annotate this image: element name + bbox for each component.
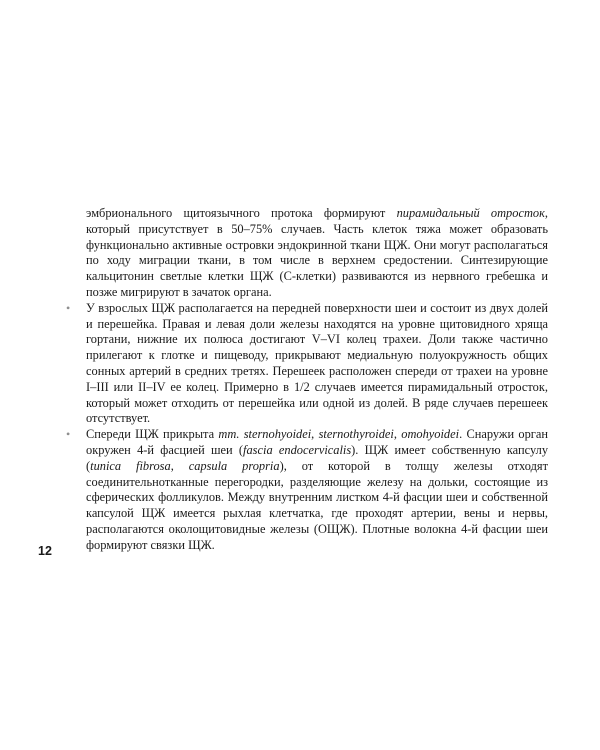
bullet-text: . Снаружи орган окружен 4-й фасцией шеи (: [86, 427, 549, 457]
bullet-text: ,: [393, 427, 402, 442]
bullet-marker: •: [66, 427, 71, 442]
italic-term: omohyoidei: [401, 427, 460, 442]
bullet-item-anatomy: [66, 301, 548, 427]
italic-term: tunica fibrosa: [90, 458, 171, 473]
paragraph-text: , который присутствует в 50–75% случаев. Часть клеток тяжа может образовать функционально активные островки эндокринной ткани ЩЖ. Они могут располагаться по ходу миграции ткани, в том числе в верхнем средостении. Синтезирующие кальцитонин светлые клетки ЩЖ (С-клетки) развиваются из нервного гребешка и позже мигрируют в зачаток органа.: [86, 206, 548, 299]
italic-term: пирамидальный отросток: [396, 206, 545, 220]
bullet-text: Спереди ЩЖ прикрыта: [86, 427, 219, 442]
bullet-text: ,: [311, 427, 319, 442]
paragraph-text: эмбрионального щитоязычного протока формируют: [86, 206, 397, 220]
italic-term: capsula propria: [188, 458, 280, 473]
italic-term: sternothyroidei: [318, 427, 394, 442]
bullet-list: [66, 301, 548, 554]
page-number: 12: [38, 544, 52, 558]
bullet-text: ), от которой в толщу железы отходят соединительнотканные перегородки, разделяющие железу на дольки, состоящие из сферических фолликулов. Между внутренним листком 4-й фасции шеи и собственной капсулой ЩЖ имеется рыхлая клетчатка, где проходят артерии, вены и нервы, располагаются околощитовидные железы (ОЩЖ). Плотные волокна 4-й фасции шеи формируют связки ЩЖ.: [86, 458, 549, 552]
page-body: [66, 206, 548, 554]
italic-term: mm. sternohyoidei: [218, 427, 312, 442]
bullet-item-fascia: [66, 427, 548, 553]
bullet-text: ,: [170, 458, 189, 473]
continuation-paragraph: [86, 206, 548, 301]
bullet-text: У взрослых ЩЖ располагается на передней поверхности шеи и состоит из двух долей и перешейка. Правая и левая доли железы находятся на уровне щитовидного хряща гортани, нижние их полюса достигают V–VI колец трахеи. Доли также частично прилегают к глотке и пищеводу, прикрывают медиальную полуокружность общих сонных артерий в средних третях. Перешеек расположен спереди от трахеи на уровне I–III или II–IV ее колец. Примерно в 1/2 случаев имеется пирамидальный отросток, который может отходить от перешейка или одной из долей. В ряде случаев перешеек отсутствует.: [86, 300, 548, 426]
bullet-text: ). ЩЖ имеет собственную капсулу (: [86, 442, 549, 473]
bullet-marker: •: [66, 300, 71, 315]
italic-term: fascia endocervicalis: [243, 442, 352, 457]
